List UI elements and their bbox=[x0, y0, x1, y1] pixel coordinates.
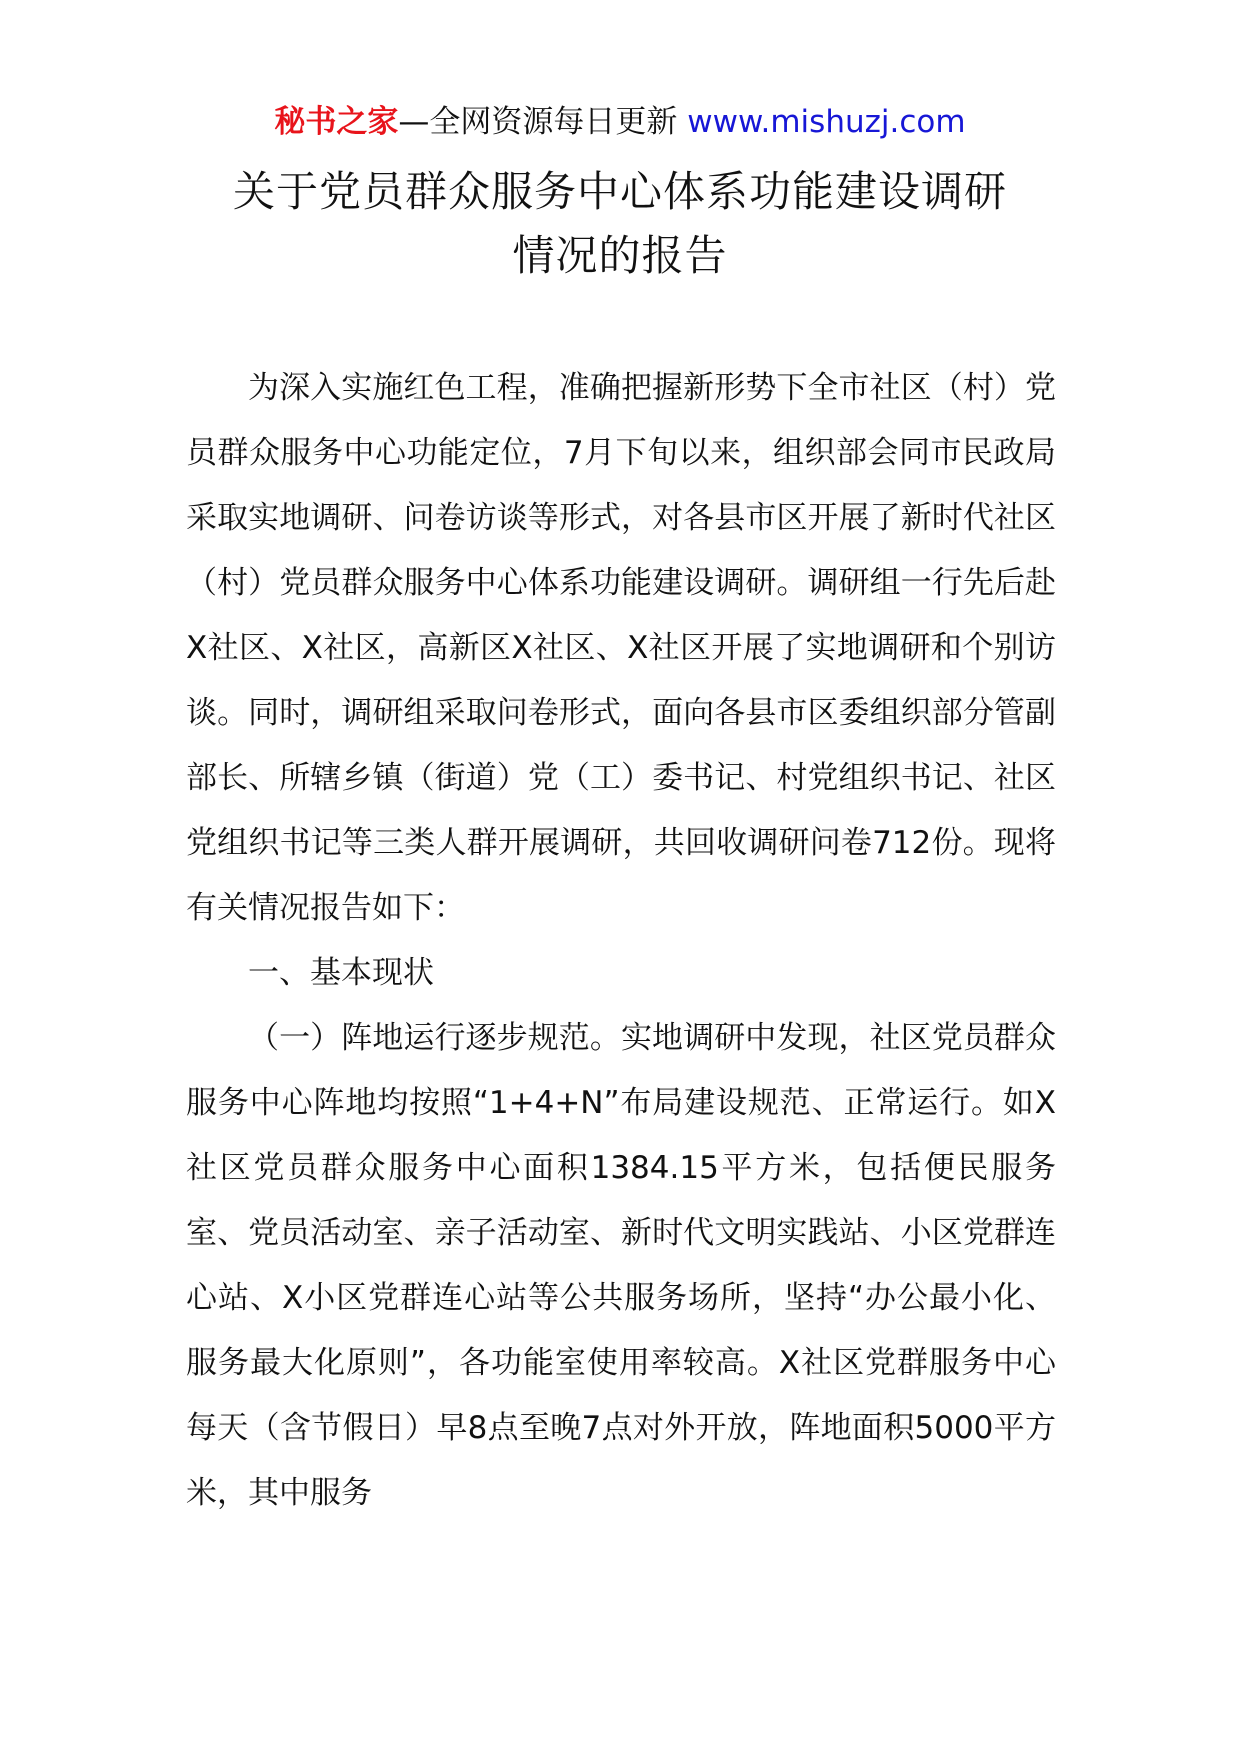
site-url-link[interactable]: www.mishuzj.com bbox=[687, 104, 966, 140]
site-tagline: —全网资源每日更新 bbox=[398, 104, 688, 140]
title-line-2: 情况的报告 bbox=[512, 231, 728, 280]
site-header bbox=[0, 100, 1240, 144]
intro-paragraph: 为深入实施红色工程，准确把握新形势下全市社区（村）党员群众服务中心功能定位，7月下旬以来，组织部会同市民政局采取实地调研、问卷访谈等形式，对各县市区开展了新时代社区（村）党员群众服务中心体系功能建设调研。调研组一行先后赴X社区、X社区，高新区X社区、X社区开展了实地调研和个别访谈。同时，调研组采取问卷形式，面向各县市区委组织部分管副部长、所辖乡镇（街道）党（工）委书记、村党组织书记、社区党组织书记等三类人群开展调研，共回收调研问卷712份。现将有关情况报告如下： bbox=[186, 370, 1056, 926]
section-heading: 一、基本现状 bbox=[248, 955, 434, 991]
site-brand: 秘书之家 bbox=[274, 104, 399, 140]
document-body bbox=[186, 356, 1056, 1526]
document-title bbox=[100, 160, 1140, 288]
section-paragraph: （一）阵地运行逐步规范。实地调研中发现，社区党员群众服务中心阵地均按照“1+4+N”布局建设规范、正常运行。如X社区党员群众服务中心面积1384.15平方米，包括便民服务室、党员活动室、亲子活动室、新时代文明实践站、小区党群连心站、X小区党群连心站等公共服务场所，坚持“办公最小化、服务最大化原则”，各功能室使用率较高。X社区党群服务中心每天（含节假日）早8点至晚7点对外开放，阵地面积5000平方米，其中服务 bbox=[186, 1020, 1056, 1511]
title-line-1: 关于党员群众服务中心体系功能建设调研 bbox=[232, 167, 1007, 216]
